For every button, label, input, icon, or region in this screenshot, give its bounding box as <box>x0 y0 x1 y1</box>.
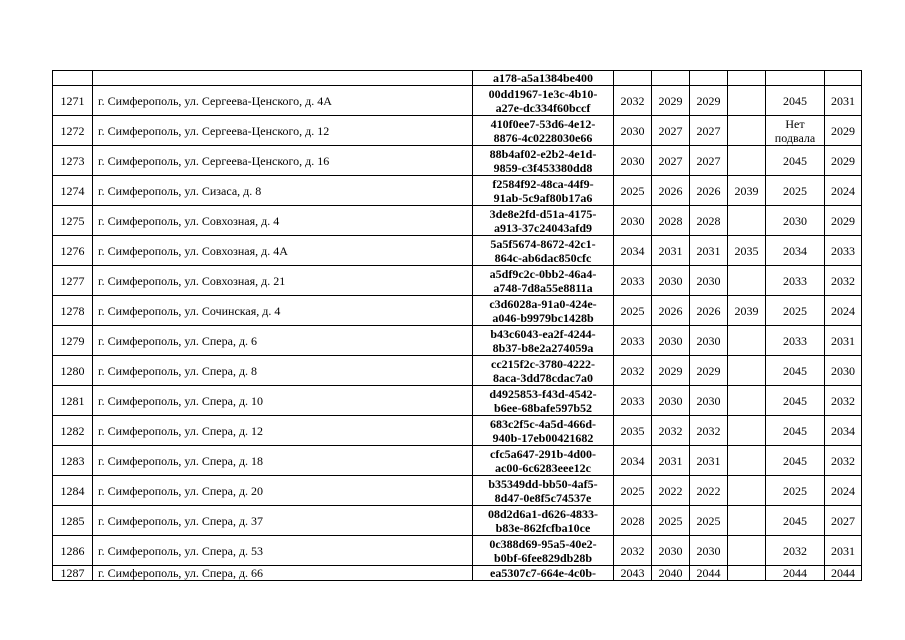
year-cell-6: 2024 <box>825 476 862 506</box>
row-number: 1280 <box>53 356 93 386</box>
year-cell-3: 2030 <box>690 266 728 296</box>
table-row <box>53 116 862 146</box>
year-cell-4 <box>728 116 766 146</box>
year-cell-4 <box>728 266 766 296</box>
year-cell-6: 2024 <box>825 296 862 326</box>
address-cell: г. Симферополь, ул. Спера, д. 12 <box>93 416 473 446</box>
year-cell-5-line: 2025 <box>783 183 807 198</box>
row-number: 1274 <box>53 176 93 206</box>
guid-cell <box>473 326 614 356</box>
year-cell-3 <box>690 71 728 86</box>
year-cell-3: 2030 <box>690 326 728 356</box>
year-cell-1: 2025 <box>614 476 652 506</box>
row-number: 1273 <box>53 146 93 176</box>
year-cell-4 <box>728 386 766 416</box>
year-cell-6: 2024 <box>825 176 862 206</box>
year-cell-5 <box>766 566 825 581</box>
year-cell-1: 2035 <box>614 416 652 446</box>
address-cell: г. Симферополь, ул. Сергеева-Ценского, д. 16 <box>93 146 473 176</box>
table-row <box>53 566 862 581</box>
year-cell-4 <box>728 446 766 476</box>
table-row <box>53 476 862 506</box>
guid-cell-line: 683c2f5c-4a5d-466d- <box>490 416 596 431</box>
year-cell-3: 2031 <box>690 236 728 266</box>
year-cell-2: 2030 <box>652 386 690 416</box>
year-cell-2: 2027 <box>652 146 690 176</box>
year-cell-4 <box>728 416 766 446</box>
year-cell-5-line: 2030 <box>783 213 807 228</box>
guid-cell-line: 00dd1967-1e3c-4b10- <box>488 86 598 101</box>
year-cell-6: 2031 <box>825 86 862 116</box>
year-cell-6: 2029 <box>825 146 862 176</box>
year-cell-6 <box>825 71 862 86</box>
year-cell-6: 2029 <box>825 206 862 236</box>
row-number: 1275 <box>53 206 93 236</box>
row-number: 1277 <box>53 266 93 296</box>
guid-cell <box>473 236 614 266</box>
guid-cell-line: 5a5f5674-8672-42c1- <box>490 236 596 251</box>
year-cell-1: 2034 <box>614 446 652 476</box>
guid-cell-line: b83e-862fcfba10ce <box>495 520 591 535</box>
row-number: 1276 <box>53 236 93 266</box>
year-cell-6: 2031 <box>825 326 862 356</box>
guid-cell-line: ea5307c7-664e-4c0b- <box>490 566 596 580</box>
table-row <box>53 236 862 266</box>
guid-cell-line: d4925853-f43d-4542- <box>489 386 597 401</box>
guid-cell-line: 9859-c3f453380dd8 <box>493 160 593 175</box>
row-number: 1282 <box>53 416 93 446</box>
guid-cell <box>473 206 614 236</box>
year-cell-2: 2027 <box>652 116 690 146</box>
address-cell: г. Симферополь, ул. Спера, д. 53 <box>93 536 473 566</box>
year-cell-5 <box>766 356 825 386</box>
year-cell-3: 2027 <box>690 116 728 146</box>
year-cell-1: 2030 <box>614 206 652 236</box>
year-cell-5 <box>766 236 825 266</box>
address-cell: г. Симферополь, ул. Сизаса, д. 8 <box>93 176 473 206</box>
year-cell-5 <box>766 146 825 176</box>
year-cell-4 <box>728 86 766 116</box>
row-number: 1284 <box>53 476 93 506</box>
year-cell-3: 2027 <box>690 146 728 176</box>
address-cell: г. Симферополь, ул. Совхозная, д. 4А <box>93 236 473 266</box>
address-cell: г. Симферополь, ул. Совхозная, д. 4 <box>93 206 473 236</box>
table-row <box>53 416 862 446</box>
row-number: 1287 <box>53 566 93 581</box>
year-cell-5-line: 2025 <box>783 303 807 318</box>
table-row <box>53 206 862 236</box>
year-cell-5 <box>766 536 825 566</box>
address-cell: г. Симферополь, ул. Совхозная, д. 21 <box>93 266 473 296</box>
guid-cell-line: 88b4af02-e2b2-4e1d- <box>489 146 597 161</box>
address-cell: г. Симферополь, ул. Спера, д. 37 <box>93 506 473 536</box>
address-cell: г. Симферополь, ул. Спера, д. 18 <box>93 446 473 476</box>
year-cell-1: 2032 <box>614 86 652 116</box>
year-cell-3: 2044 <box>690 566 728 581</box>
table-row <box>53 506 862 536</box>
year-cell-4 <box>728 476 766 506</box>
row-number: 1283 <box>53 446 93 476</box>
guid-cell-line: a046-b9979bc1428b <box>492 310 594 325</box>
year-cell-5-line: 2032 <box>783 543 807 558</box>
year-cell-4 <box>728 326 766 356</box>
guid-cell-line: c3d6028a-91a0-424e- <box>489 296 597 311</box>
year-cell-5-line: 2033 <box>783 273 807 288</box>
year-cell-3: 2022 <box>690 476 728 506</box>
guid-cell-line: 08d2d6a1-d626-4833- <box>487 506 598 521</box>
guid-cell-line: a178-a5a1384be400 <box>493 71 593 85</box>
address-cell: г. Симферополь, ул. Спера, д. 66 <box>93 566 473 581</box>
address-cell: г. Симферополь, ул. Спера, д. 8 <box>93 356 473 386</box>
year-cell-5-line: подвала <box>774 130 816 145</box>
table-row <box>53 326 862 356</box>
guid-cell-line: 91ab-5c9af80b17a6 <box>493 190 593 205</box>
year-cell-3: 2031 <box>690 446 728 476</box>
table-row <box>53 266 862 296</box>
year-cell-1: 2032 <box>614 536 652 566</box>
guid-cell <box>473 116 614 146</box>
table-row <box>53 146 862 176</box>
table-row <box>53 446 862 476</box>
guid-cell-line: 864c-ab6dac850cfc <box>494 250 592 265</box>
address-cell: г. Симферополь, ул. Спера, д. 6 <box>93 326 473 356</box>
year-cell-5 <box>766 476 825 506</box>
year-cell-5-line: 2033 <box>783 333 807 348</box>
year-cell-6: 2044 <box>825 566 862 581</box>
table-row <box>53 536 862 566</box>
year-cell-4 <box>728 356 766 386</box>
year-cell-2: 2022 <box>652 476 690 506</box>
guid-cell-line: b43c6043-ea2f-4244- <box>490 326 596 341</box>
year-cell-4 <box>728 146 766 176</box>
year-cell-4: 2039 <box>728 176 766 206</box>
guid-cell-line: cc215f2c-3780-4222- <box>491 356 595 371</box>
guid-cell <box>473 416 614 446</box>
year-cell-3: 2026 <box>690 296 728 326</box>
year-cell-2: 2028 <box>652 206 690 236</box>
row-number: 1272 <box>53 116 93 146</box>
address-cell: г. Симферополь, ул. Спера, д. 20 <box>93 476 473 506</box>
row-number: 1281 <box>53 386 93 416</box>
year-cell-1: 2025 <box>614 176 652 206</box>
year-cell-2: 2032 <box>652 416 690 446</box>
guid-cell <box>473 476 614 506</box>
guid-cell <box>473 266 614 296</box>
address-cell: г. Симферополь, ул. Сергеева-Ценского, д. 4А <box>93 86 473 116</box>
year-cell-2: 2025 <box>652 506 690 536</box>
row-number: 1279 <box>53 326 93 356</box>
guid-cell-line: 8876-4c0228030e66 <box>493 130 593 145</box>
year-cell-1: 2034 <box>614 236 652 266</box>
year-cell-5-line: 2045 <box>783 513 807 528</box>
year-cell-4: 2035 <box>728 236 766 266</box>
guid-cell <box>473 446 614 476</box>
year-cell-2: 2030 <box>652 326 690 356</box>
table-row <box>53 356 862 386</box>
address-cell: г. Симферополь, ул. Спера, д. 10 <box>93 386 473 416</box>
year-cell-5-line: Нет <box>785 116 805 131</box>
guid-cell-line: ac00-6c6283eee12c <box>495 460 591 475</box>
guid-cell-line: a748-7d8a55e8811a <box>493 280 593 295</box>
year-cell-3: 2029 <box>690 356 728 386</box>
year-cell-2: 2030 <box>652 266 690 296</box>
year-cell-2: 2029 <box>652 356 690 386</box>
guid-cell-line: cfc5a647-291b-4d00- <box>490 446 596 461</box>
year-cell-4 <box>728 566 766 581</box>
year-cell-1: 2025 <box>614 296 652 326</box>
year-cell-1 <box>614 71 652 86</box>
address-cell: г. Симферополь, ул. Сочинская, д. 4 <box>93 296 473 326</box>
year-cell-6: 2034 <box>825 416 862 446</box>
year-cell-6: 2033 <box>825 236 862 266</box>
guid-cell <box>473 71 614 86</box>
year-cell-5 <box>766 326 825 356</box>
table-row <box>53 386 862 416</box>
address-cell <box>93 71 473 86</box>
guid-cell <box>473 386 614 416</box>
year-cell-2: 2031 <box>652 446 690 476</box>
guid-cell-line: 0c388d69-95a5-40e2- <box>489 536 597 551</box>
year-cell-6: 2032 <box>825 266 862 296</box>
year-cell-2: 2029 <box>652 86 690 116</box>
guid-cell-line: 940b-17eb00421682 <box>492 430 594 445</box>
year-cell-5-line: 2045 <box>783 423 807 438</box>
table-row <box>53 71 862 86</box>
guid-cell <box>473 86 614 116</box>
year-cell-6: 2029 <box>825 116 862 146</box>
year-cell-5 <box>766 86 825 116</box>
guid-cell <box>473 296 614 326</box>
row-number: 1286 <box>53 536 93 566</box>
guid-cell-line: 410f0ee7-53d6-4e12- <box>490 116 596 131</box>
year-cell-6: 2032 <box>825 386 862 416</box>
table-body <box>53 71 862 581</box>
year-cell-5 <box>766 386 825 416</box>
year-cell-5-line: 2045 <box>783 153 807 168</box>
year-cell-5 <box>766 266 825 296</box>
guid-cell-line: 8b37-b8e2a274059a <box>492 340 594 355</box>
guid-cell <box>473 176 614 206</box>
year-cell-5 <box>766 206 825 236</box>
table-row <box>53 296 862 326</box>
year-cell-5-line: 2045 <box>783 393 807 408</box>
year-cell-2: 2040 <box>652 566 690 581</box>
year-cell-1: 2043 <box>614 566 652 581</box>
year-cell-4 <box>728 71 766 86</box>
year-cell-5-line: 2045 <box>783 453 807 468</box>
year-cell-2: 2030 <box>652 536 690 566</box>
year-cell-1: 2028 <box>614 506 652 536</box>
row-number: 1285 <box>53 506 93 536</box>
year-cell-5 <box>766 296 825 326</box>
guid-cell <box>473 566 614 581</box>
year-cell-5 <box>766 416 825 446</box>
year-cell-3: 2026 <box>690 176 728 206</box>
year-cell-4 <box>728 536 766 566</box>
year-cell-2: 2026 <box>652 296 690 326</box>
year-cell-6: 2032 <box>825 446 862 476</box>
year-cell-6: 2031 <box>825 536 862 566</box>
guid-cell-line: a27e-dc334f60bccf <box>495 100 591 115</box>
year-cell-3: 2025 <box>690 506 728 536</box>
guid-cell-line: 8aca-3dd78cdac7a0 <box>493 370 593 385</box>
year-cell-5 <box>766 116 825 146</box>
guid-cell-line: a913-37c24043afd9 <box>494 220 592 235</box>
year-cell-5-line: 2044 <box>783 566 807 580</box>
year-cell-5 <box>766 176 825 206</box>
year-cell-1: 2033 <box>614 266 652 296</box>
year-cell-3: 2032 <box>690 416 728 446</box>
housing-table <box>52 70 862 581</box>
year-cell-4: 2039 <box>728 296 766 326</box>
year-cell-3: 2029 <box>690 86 728 116</box>
year-cell-5-line: 2045 <box>783 363 807 378</box>
guid-cell <box>473 506 614 536</box>
row-number: 1271 <box>53 86 93 116</box>
row-number <box>53 71 93 86</box>
year-cell-1: 2032 <box>614 356 652 386</box>
table-row <box>53 86 862 116</box>
year-cell-3: 2030 <box>690 536 728 566</box>
year-cell-6: 2027 <box>825 506 862 536</box>
year-cell-5 <box>766 446 825 476</box>
year-cell-1: 2030 <box>614 146 652 176</box>
year-cell-5-line: 2045 <box>783 93 807 108</box>
year-cell-1: 2033 <box>614 326 652 356</box>
table-row <box>53 176 862 206</box>
guid-cell <box>473 536 614 566</box>
year-cell-1: 2030 <box>614 116 652 146</box>
year-cell-6: 2030 <box>825 356 862 386</box>
year-cell-2: 2026 <box>652 176 690 206</box>
year-cell-3: 2030 <box>690 386 728 416</box>
year-cell-2: 2031 <box>652 236 690 266</box>
guid-cell-line: b6ee-68bafe597b52 <box>494 400 592 415</box>
guid-cell-line: 8d47-0e8f5c74537e <box>494 490 592 505</box>
guid-cell-line: 3de8e2fd-d51a-4175- <box>489 206 597 221</box>
guid-cell-line: a5df9c2c-0bb2-46a4- <box>489 266 597 281</box>
guid-cell-line: b35349dd-bb50-4af5- <box>488 476 598 491</box>
guid-cell-line: f2584f92-48ca-44f9- <box>492 176 594 191</box>
year-cell-5-line: 2034 <box>783 243 807 258</box>
guid-cell <box>473 146 614 176</box>
address-cell: г. Симферополь, ул. Сергеева-Ценского, д. 12 <box>93 116 473 146</box>
year-cell-4 <box>728 506 766 536</box>
year-cell-5-line: 2025 <box>783 483 807 498</box>
year-cell-2 <box>652 71 690 86</box>
year-cell-4 <box>728 206 766 236</box>
year-cell-5 <box>766 71 825 86</box>
year-cell-1: 2033 <box>614 386 652 416</box>
year-cell-3: 2028 <box>690 206 728 236</box>
row-number: 1278 <box>53 296 93 326</box>
guid-cell <box>473 356 614 386</box>
guid-cell-line: b0bf-6fee829db28b <box>493 550 592 565</box>
year-cell-5 <box>766 506 825 536</box>
